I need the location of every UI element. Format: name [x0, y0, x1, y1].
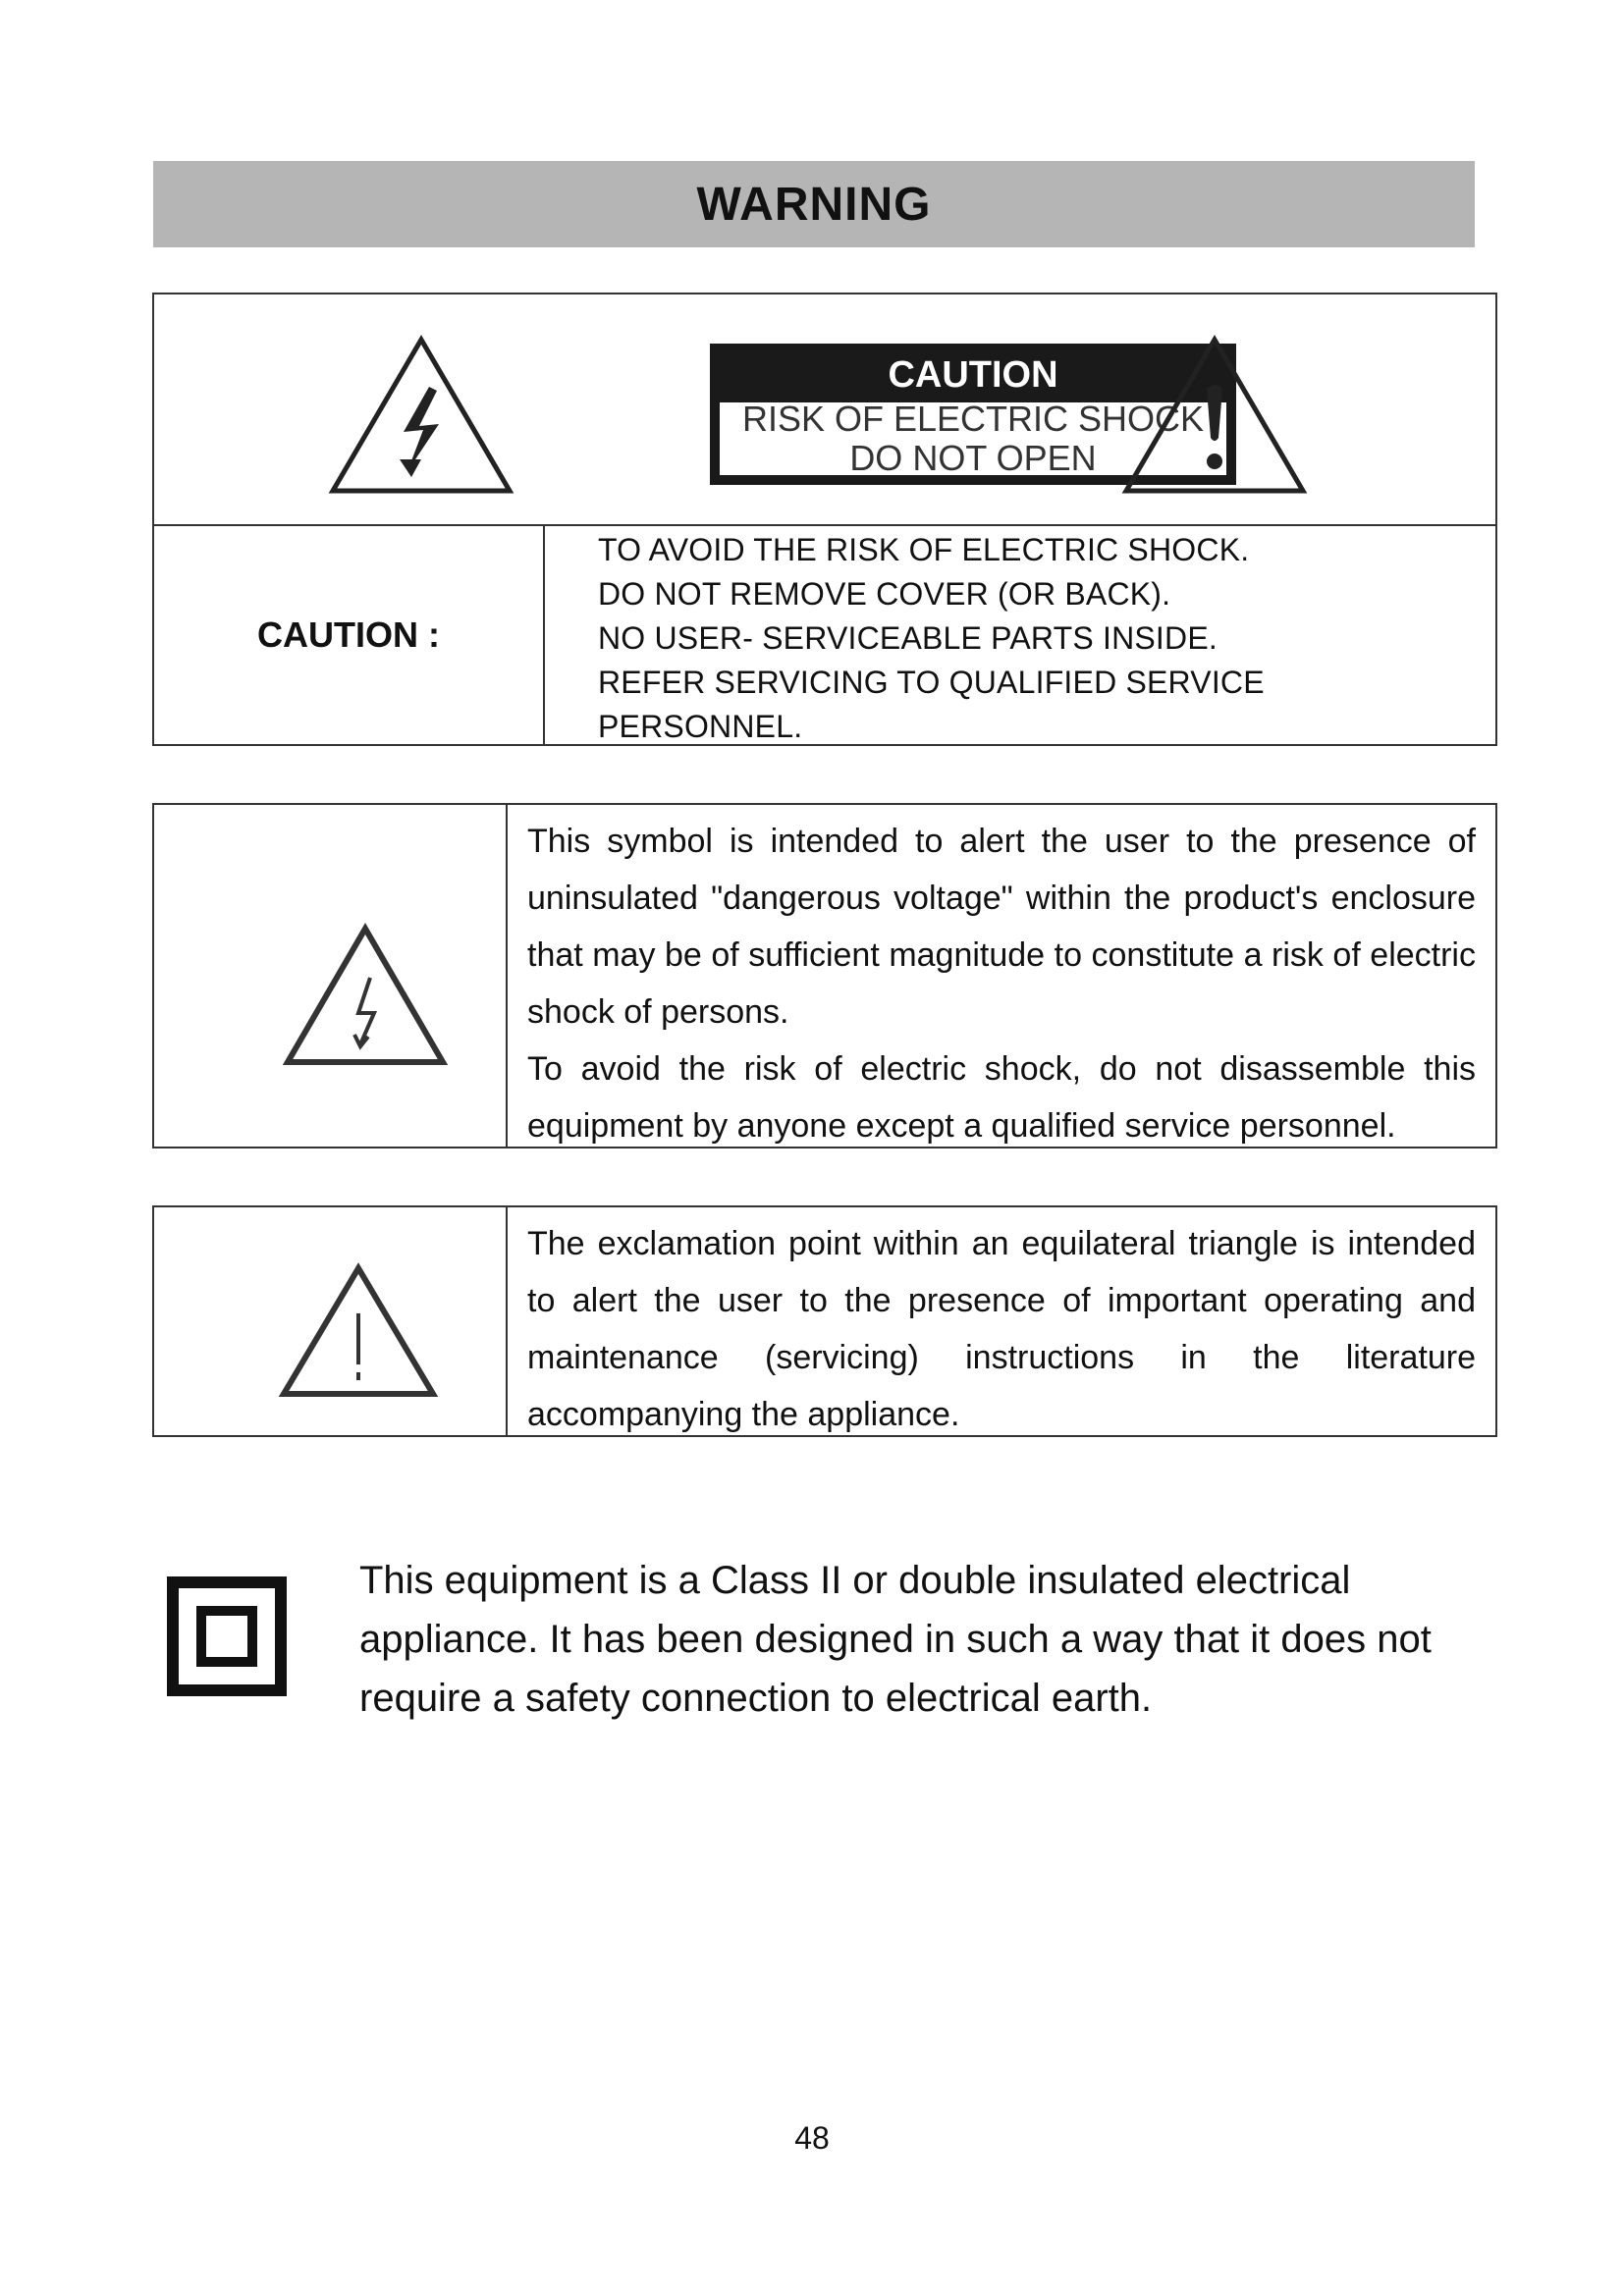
caution-label-cell: [154, 526, 545, 744]
lightning-symbol-text: [508, 805, 1495, 1147]
exclamation-warning-icon: [1120, 334, 1309, 497]
exclamation-symbol-table: [152, 1205, 1497, 1437]
caution-line: REFER SERVICING TO QUALIFIED SERVICE: [598, 665, 1265, 700]
exclamation-description: The exclamation point within an equilateral triangle is intended to alert the user to the presence of important operating and maintenance (servicing) instructions in the literature accompanying the appliance.: [527, 1225, 1476, 1433]
class-ii-double-insulation-icon: [167, 1576, 287, 1696]
electric-shock-warning-icon: [327, 334, 515, 497]
caution-label: CAUTION :: [257, 614, 440, 655]
caution-line: NO USER- SERVICEABLE PARTS INSIDE.: [598, 620, 1218, 656]
caution-sign-line2: DO NOT OPEN: [849, 438, 1097, 478]
caution-table: [152, 293, 1497, 746]
warning-title: WARNING: [696, 178, 932, 231]
lightning-description: This symbol is intended to alert the user to the presence of uninsulated "dangerous voltage" within the product's enclosure that may be of sufficient magnitude to constitute a risk of electric shock of persons.: [527, 823, 1476, 1031]
lightning-symbol-table: [152, 803, 1497, 1148]
caution-line: TO AVOID THE RISK OF ELECTRIC SHOCK.: [598, 532, 1250, 567]
page-number: 48: [794, 2120, 830, 2156]
caution-sign-title: CAUTION: [888, 353, 1058, 396]
caution-line: PERSONNEL.: [598, 709, 803, 744]
class-ii-text: This equipment is a Class II or double insulated electrical appliance. It has been designed in such a way that it does not require a safety connection to electrical earth.: [359, 1559, 1432, 1720]
caution-text-cell: [545, 526, 1495, 744]
class-ii-description: [359, 1551, 1469, 1728]
lightning-triangle-icon: [282, 923, 449, 1068]
exclamation-symbol-cell: [154, 1207, 508, 1435]
caution-symbols-row: [154, 294, 1495, 526]
exclamation-triangle-icon: [278, 1262, 439, 1400]
caution-line: DO NOT REMOVE COVER (OR BACK).: [598, 576, 1171, 612]
lightning-symbol-cell: [154, 805, 508, 1147]
exclamation-symbol-text: [508, 1207, 1495, 1435]
lightning-instruction: To avoid the risk of electric shock, do not disassemble this equipment by anyone except a qualified service personnel.: [527, 1050, 1476, 1145]
caution-sign-line1: RISK OF ELECTRIC SHOCK: [741, 399, 1205, 439]
warning-banner: [153, 161, 1475, 247]
